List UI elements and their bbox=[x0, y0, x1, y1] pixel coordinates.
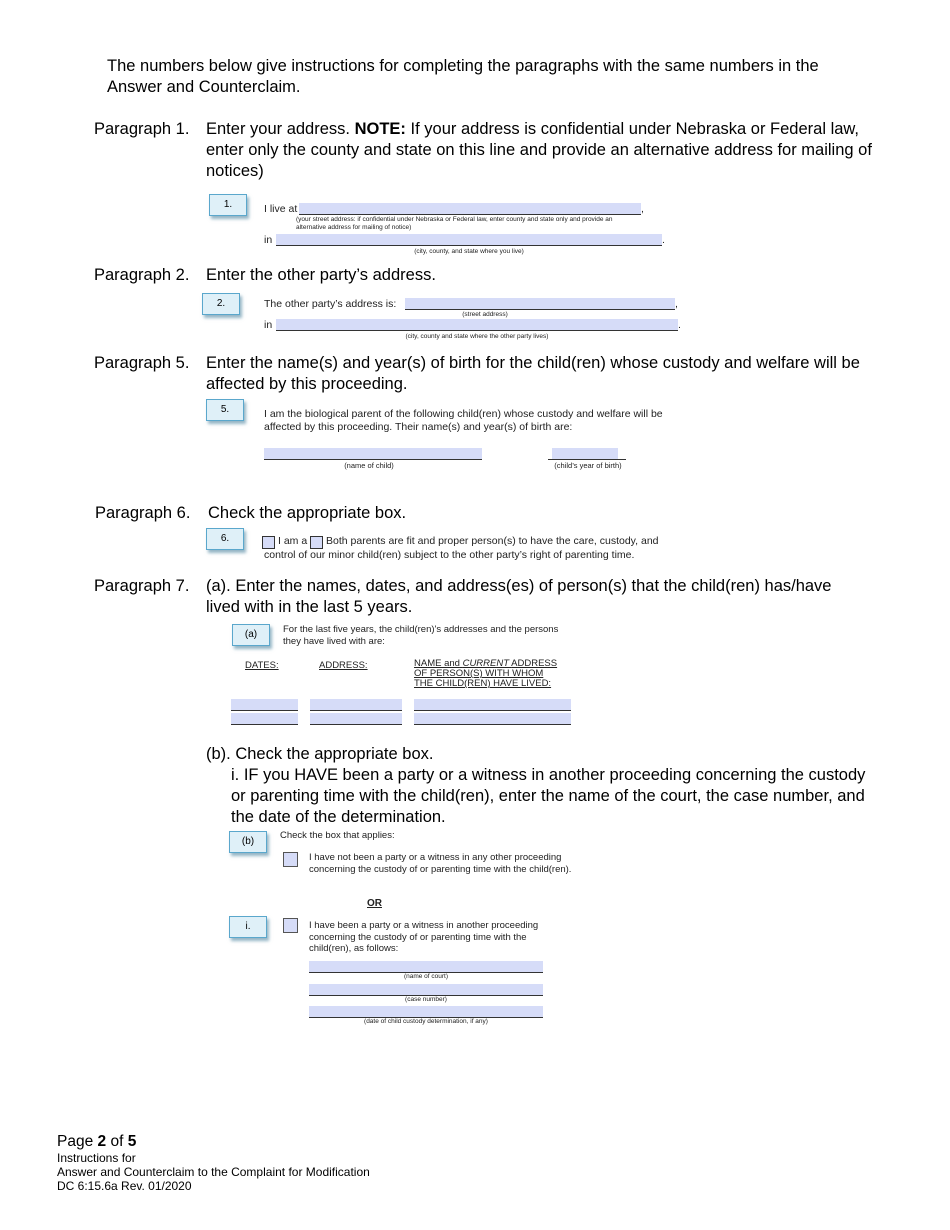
city-county-state-field[interactable] bbox=[276, 234, 662, 246]
in-label: in bbox=[264, 234, 273, 246]
col-name-4: THE CHILD(REN) HAVE LIVED: bbox=[414, 678, 552, 689]
year-underline bbox=[548, 459, 626, 460]
paragraph-7b-text: (b). Check the appropriate box. bbox=[206, 745, 434, 763]
other-city-caption: (city, county and state where the other party lives) bbox=[405, 333, 549, 340]
p1-text-a: Enter your address. bbox=[206, 120, 350, 138]
have-not-checkbox[interactable] bbox=[283, 852, 298, 867]
col-name-3: OF PERSON(S) WITH WHOM bbox=[414, 668, 544, 679]
have-been-checkbox[interactable] bbox=[283, 918, 298, 933]
paragraph-5-label: Paragraph 5. bbox=[94, 354, 190, 372]
other-city-field[interactable] bbox=[276, 319, 678, 331]
paragraph-5-text: Enter the name(s) and year(s) of birth for the child(ren) whose custody and welfare will be affected by this proceeding. bbox=[206, 354, 860, 393]
paragraph-1-label: Paragraph 1. bbox=[94, 120, 190, 138]
p1-note: NOTE: bbox=[354, 120, 406, 138]
intro-text: The numbers below give instructions for completing the paragraphs with the same numbers in the Answer and Counterclaim. bbox=[107, 57, 819, 96]
p6-line2: control of our minor child(ren) subject to the other party’s right of parenting time. bbox=[264, 549, 635, 561]
both-parents-label: Both parents are fit and proper person(s) to have the care, custody, and bbox=[326, 535, 659, 547]
child-name-caption: (name of child) bbox=[344, 461, 394, 470]
city-caption: (city, county, and state where you live) bbox=[414, 248, 524, 255]
check-applies-label: Check the box that applies: bbox=[280, 830, 395, 841]
page-of: of bbox=[110, 1133, 124, 1150]
paragraph-6-label: Paragraph 6. bbox=[95, 504, 191, 522]
col-name-2: ADDRESS bbox=[511, 658, 558, 669]
comma: , bbox=[675, 298, 678, 310]
case-number-field[interactable] bbox=[309, 984, 543, 996]
address-field-1[interactable] bbox=[310, 699, 402, 711]
tag-2: 2. bbox=[202, 293, 240, 315]
name-field-1[interactable] bbox=[414, 699, 571, 711]
name-field-2[interactable] bbox=[414, 713, 571, 725]
comma: , bbox=[641, 203, 644, 215]
page-prefix: Page bbox=[57, 1133, 94, 1150]
paragraph-1-text bbox=[206, 119, 876, 182]
col-address: ADDRESS: bbox=[319, 660, 368, 671]
biological-parent-statement: I am the biological parent of the following child(ren) whose custody and welfare will be affected by this proceeding. Their name(s) and year(s) of birth are: bbox=[264, 408, 663, 433]
paragraph-2-text: Enter the other party’s address. bbox=[206, 266, 436, 284]
court-name-field[interactable] bbox=[309, 961, 543, 973]
paragraph-7-label: Paragraph 7. bbox=[94, 577, 190, 595]
street-address-field[interactable] bbox=[299, 203, 641, 215]
period: . bbox=[678, 319, 681, 331]
tag-i: i. bbox=[229, 916, 267, 938]
both-parents-checkbox[interactable] bbox=[310, 536, 323, 549]
street-caption: (street address) bbox=[462, 311, 508, 318]
footer-line1: Instructions for bbox=[57, 1151, 136, 1165]
have-been-label: I have been a party or a witness in another proceeding concerning the custody of or parenting time with the child(ren), as follows: bbox=[309, 920, 539, 954]
tag-b: (b) bbox=[229, 831, 267, 853]
paragraph-2-label: Paragraph 2. bbox=[94, 266, 190, 284]
paragraph-6-text: Check the appropriate box. bbox=[208, 504, 407, 522]
col-name bbox=[414, 659, 557, 689]
have-not-label: I have not been a party or a witness in any other proceeding concerning the custody of or parenting time with the child(ren). bbox=[309, 852, 572, 875]
or-label: OR bbox=[367, 898, 382, 909]
address-field-2[interactable] bbox=[310, 713, 402, 725]
court-caption: (name of court) bbox=[403, 973, 449, 980]
dates-field-1[interactable] bbox=[231, 699, 298, 711]
footer-line3: DC 6:15.6a Rev. 01/2020 bbox=[57, 1179, 192, 1193]
other-address-label: The other party’s address is: bbox=[264, 298, 397, 310]
page-total: 5 bbox=[127, 1133, 137, 1150]
dates-field-2[interactable] bbox=[231, 713, 298, 725]
street-address-caption: (your street address: if confidential under Nebraska or Federal law, enter county and state only and provide an alternative address for mailing of notice) bbox=[296, 216, 613, 231]
tag-5: 5. bbox=[206, 399, 244, 421]
p1-text-b: If your address is confidential under Nebraska or Federal law, enter only the county and state on this line and provide an alternative address for mailing of notices) bbox=[206, 120, 872, 180]
page-number bbox=[57, 1133, 370, 1151]
page-num: 2 bbox=[97, 1133, 107, 1150]
paragraph-7a-text: (a). Enter the names, dates, and address(es) of person(s) that the child(ren) has/have lived with in the last 5 years. bbox=[206, 577, 832, 616]
live-at-label: I live at bbox=[264, 203, 298, 215]
i-am-a-label: I am a bbox=[278, 535, 308, 547]
case-caption: (case number) bbox=[405, 996, 447, 1003]
paragraph-7bi-text: i. IF you HAVE been a party or a witness in another proceeding concerning the custody or parenting time with the child(ren), enter the name of the court, the case number, and the date of the determination. bbox=[231, 766, 866, 826]
child-name-field[interactable] bbox=[264, 448, 482, 460]
col-name-current: CURRENT bbox=[462, 658, 510, 669]
child-year-caption: (child’s year of birth) bbox=[554, 461, 622, 470]
col-dates: DATES: bbox=[245, 660, 279, 671]
footer bbox=[57, 1133, 370, 1193]
other-street-field[interactable] bbox=[405, 298, 675, 310]
determination-date-field[interactable] bbox=[309, 1006, 543, 1018]
i-am-a-checkbox[interactable] bbox=[262, 536, 275, 549]
period: . bbox=[662, 234, 665, 246]
tag-1: 1. bbox=[209, 194, 247, 216]
footer-line2: Answer and Counterclaim to the Complaint for Modification bbox=[57, 1165, 370, 1179]
in-label: in bbox=[264, 319, 273, 331]
lived-with-statement: For the last five years, the child(ren)'s addresses and the persons they have lived with are: bbox=[283, 624, 559, 647]
tag-6: 6. bbox=[206, 528, 244, 550]
date-caption: (date of child custody determination, if any) bbox=[364, 1018, 488, 1025]
col-name-1: NAME and bbox=[414, 658, 460, 669]
tag-a: (a) bbox=[232, 624, 270, 646]
